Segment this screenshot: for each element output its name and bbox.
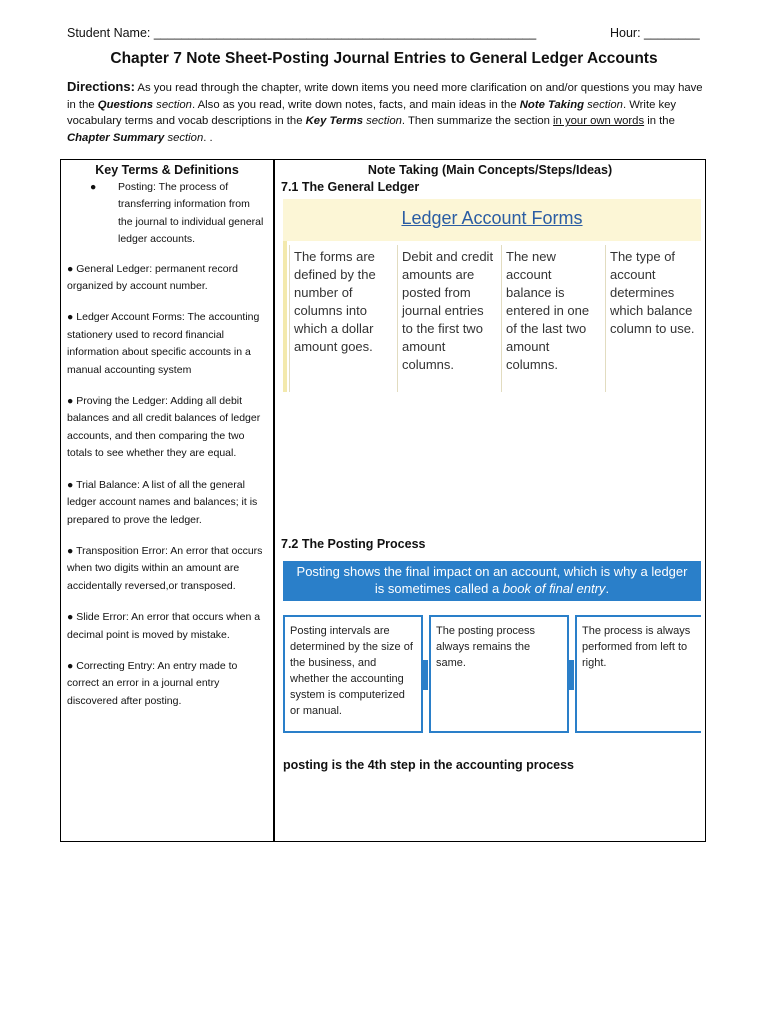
posting-step-note: posting is the 4th step in the accounting process (283, 758, 575, 772)
directions-label: Directions: (67, 79, 135, 94)
key-term-item: ● Slide Error: An error that occurs when a decimal point is moved by mistake. (67, 611, 261, 641)
key-term-item: ● Correcting Entry: An entry made to correct an error in a journal entry discovered after posting. (67, 659, 238, 707)
directions-text: As you read through the chapter, write down items you need more clarification on and/or questions you may have in the (67, 82, 703, 111)
posting-step-box: Posting intervals are determined by the size of the business, and whether the accounting system is computerized or manual. (283, 615, 423, 733)
directions-text: . Write key vocabulary terms and vocab descriptions in the (67, 98, 677, 127)
posting-step-box: The posting process always remains the same. (429, 615, 569, 733)
banner-line: Posting shows the final impact on an account, which is why a ledger (296, 564, 688, 579)
section-heading-posting-process: 7.2 The Posting Process (281, 537, 426, 551)
section-heading-general-ledger: 7.1 The General Ledger (281, 180, 420, 194)
directions-text: . Then summarize the section (401, 115, 554, 127)
key-term-item: ● Transposition Error: An error that occurs when two digits within an amount are accidentally reversed,or transposed. (67, 544, 263, 592)
connector-arrow-icon (568, 660, 574, 690)
key-term-text: Posting: The process of transferring information from the journal to individual general ledger accounts. (118, 181, 264, 246)
note-taking-term: Note Taking (519, 98, 584, 111)
hour-field[interactable]: Hour: ________ (610, 26, 700, 40)
student-name-field[interactable]: Student Name: _______________________________________________________ (67, 26, 537, 40)
ledger-forms-title: Ledger Account Forms (401, 208, 583, 228)
chapter-summary-term: Chapter Summary (67, 131, 165, 144)
directions (67, 79, 707, 146)
questions-term: Questions (97, 98, 154, 111)
page-title: Chapter 7 Note Sheet-Posting Journal Entries to General Ledger Accounts (110, 50, 658, 67)
key-terms-list (67, 179, 267, 724)
note-taking-heading: Note Taking (Main Concepts/Steps/Ideas) (367, 163, 613, 177)
ledger-cell: The type of account determines which balance column to use. (605, 245, 701, 392)
directions-text: section (153, 98, 192, 111)
ledger-account-forms-image (283, 199, 701, 392)
key-terms-term: Key Terms (305, 115, 363, 127)
directions-text: in the (644, 115, 675, 127)
key-term-item: ● General Ledger: permanent record organized by account number. (67, 262, 238, 293)
ledger-side-stripe (283, 241, 287, 392)
banner-emphasis: book of final entry (502, 580, 606, 596)
directions-text: . . (203, 131, 213, 144)
banner-line (283, 581, 701, 598)
own-words-text: in your own words (553, 115, 645, 127)
ledger-cell: The new account balance is entered in one of the last two amount columns. (501, 245, 603, 392)
connector-arrow-icon (422, 660, 428, 690)
bullet-icon: ● (90, 181, 97, 193)
column-divider (273, 160, 275, 841)
key-term-item (67, 179, 267, 249)
directions-text: section (164, 131, 204, 144)
key-term-item: ● Ledger Account Forms: The accounting stationery used to record financial information about specific accounts in a manual accounting system (67, 311, 260, 376)
posting-step-box: The process is always performed from left to right. (575, 615, 701, 733)
directions-text: . Also as you read, write down notes, facts, and main ideas in the (191, 98, 520, 111)
banner-text: is sometimes called a (374, 580, 503, 596)
notes-table (60, 159, 706, 842)
posting-banner (283, 561, 701, 601)
directions-text: section (584, 98, 623, 111)
directions-text: section (362, 115, 402, 127)
key-terms-heading: Key Terms & Definitions (95, 163, 239, 177)
ledger-cell: The forms are defined by the number of columns into which a dollar amount goes. (289, 245, 395, 392)
key-term-item: ● Trial Balance: A list of all the general ledger account names and balances; it is prepared to prove the ledger. (67, 478, 258, 526)
key-term-item: ● Proving the Ledger: Adding all debit balances and all credit balances of ledger accounts, and then comparing the two totals to see whether they are equal. (67, 395, 261, 460)
ledger-cell: Debit and credit amounts are posted from journal entries to the first two amount columns. (397, 245, 499, 392)
banner-text: . (605, 580, 610, 596)
